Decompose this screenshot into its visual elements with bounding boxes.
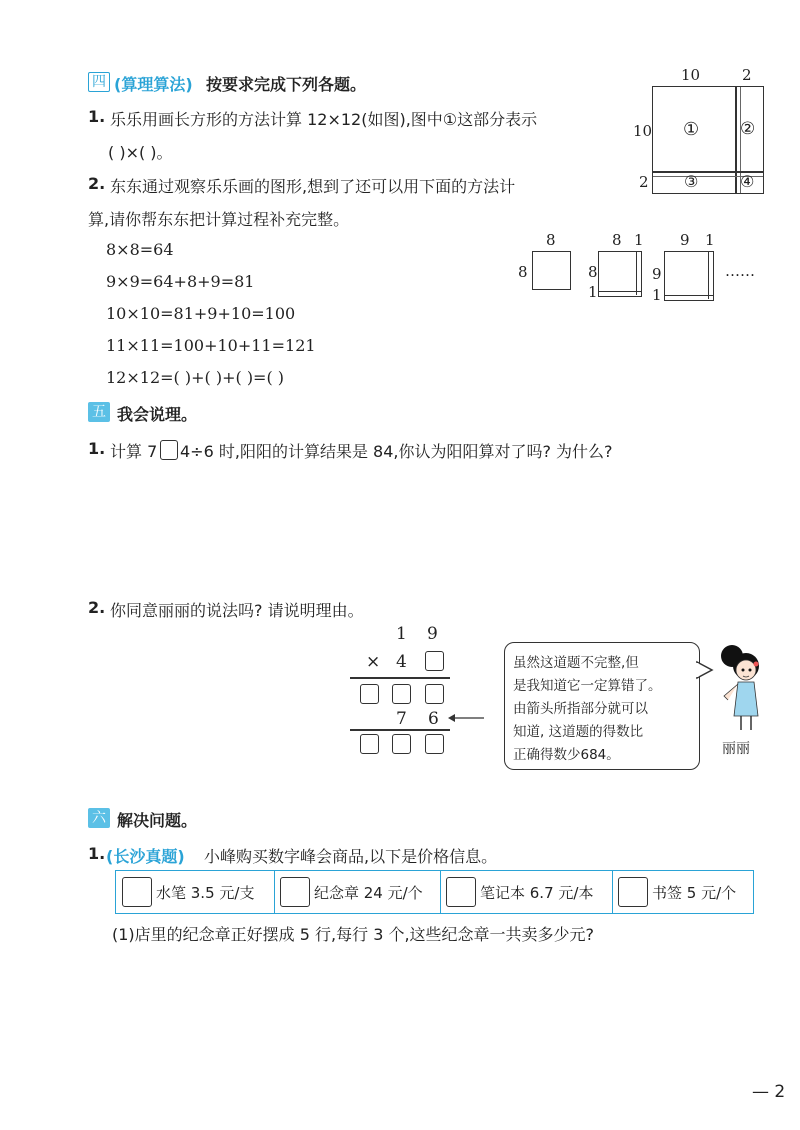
vm-blank-row2-c[interactable] [425, 734, 444, 754]
page-mark: — 2 [752, 1082, 786, 1102]
sq9-left-label-8: 8 [588, 263, 598, 281]
section-4-title: 按要求完成下列各题。 [206, 75, 367, 94]
bubble-line-4: 知道, 这道题的得数比 [513, 724, 644, 740]
calc-line-5: 12×12=( )+( )+( )=( ) [106, 368, 285, 387]
vm-digit-6: 6 [428, 709, 439, 729]
q5-2-number: 2. [88, 598, 106, 617]
price-label-3: 笔记本 6.7 元/本 [480, 884, 594, 902]
square-10 [664, 251, 714, 301]
vm-blank-row1-c[interactable] [425, 684, 444, 704]
q4-2-line1: 东东通过观察乐乐画的图形,想到了还可以用下面的方法计 [110, 177, 516, 196]
price-cell-1 [116, 871, 275, 913]
section-badge-4: 四 [88, 72, 110, 92]
q5-1-text: 4÷6 时,阳阳的计算结果是 84,你认为阳阳算对了吗? 为什么? [180, 442, 613, 461]
price-blank-2[interactable] [280, 877, 310, 907]
q6-1-sub1: (1)店里的纪念章正好摆成 5 行,每行 3 个,这些纪念章一共卖多少元? [112, 925, 595, 944]
sq10-top-label-1: 1 [705, 231, 715, 249]
bubble-line-1: 虽然这道题不完整,但 [513, 655, 639, 671]
q6-1-text: 小峰购买数字峰会商品,以下是价格信息。 [204, 847, 498, 866]
calc-line-1: 8×8=64 [106, 240, 174, 259]
sq9-left-label-1: 1 [588, 283, 598, 301]
price-blank-3[interactable] [446, 877, 476, 907]
sq9-top-label-1: 1 [634, 231, 644, 249]
bubble-line-2: 是我知道它一定算错了。 [513, 678, 662, 694]
q4-2-number: 2. [88, 174, 106, 193]
section-5-title: 我会说理。 [117, 405, 198, 424]
continuation-dots: …… [725, 262, 755, 280]
price-cell-3 [442, 871, 613, 913]
section-4-tag: (算理算法) [114, 75, 193, 94]
calc-line-4: 11×11=100+10+11=121 [106, 336, 316, 355]
fig1-cell-2: ② [740, 119, 756, 139]
sq10-top-label-9: 9 [680, 231, 690, 249]
sq10-left-label-1: 1 [652, 286, 662, 304]
vm-blank-row2-b[interactable] [392, 734, 411, 754]
q6-1-tag: (长沙真题) [106, 847, 185, 866]
q6-1-number: 1. [88, 844, 106, 863]
sq10-left-label-9: 9 [652, 265, 662, 283]
price-cell-2 [276, 871, 441, 913]
q4-2-line2: 算,请你帮东东把计算过程补充完整。 [88, 210, 350, 229]
vm-digit-7: 7 [396, 709, 407, 729]
arrow-icon [446, 711, 486, 725]
vm-blank-row1-b[interactable] [392, 684, 411, 704]
price-label-2: 纪念章 24 元/个 [314, 884, 423, 902]
fig1-top-right-label: 2 [742, 66, 752, 84]
price-table [115, 870, 754, 914]
sq8-top-label: 8 [546, 231, 556, 249]
fig1-cell-4: ④ [740, 172, 755, 191]
fig1-left-bottom-label: 2 [639, 173, 649, 191]
bubble-line-5: 正确得数少684。 [513, 747, 620, 763]
vm-digit-1: 1 [396, 624, 407, 644]
q4-1-number: 1. [88, 107, 106, 126]
q5-2-text: 你同意丽丽的说法吗? 请说明理由。 [110, 601, 364, 620]
fig1-top-left-label: 10 [681, 66, 701, 84]
price-label-1: 水笔 3.5 元/支 [156, 884, 255, 902]
girl-name-label: 丽丽 [722, 741, 750, 757]
vm-blank-row1-a[interactable] [360, 684, 379, 704]
price-blank-4[interactable] [618, 877, 648, 907]
q4-1-line2: ( )×( )。 [108, 143, 173, 162]
fig1-left-top-label: 10 [633, 122, 653, 140]
price-label-4: 书签 5 元/个 [652, 884, 737, 902]
sq9-top-label-8: 8 [612, 231, 622, 249]
section-6-title: 解决问题。 [117, 811, 198, 830]
section-badge-6: 六 [88, 808, 110, 828]
fig1-cell-3: ③ [684, 172, 699, 191]
speech-bubble [504, 642, 700, 770]
price-blank-1[interactable] [122, 877, 152, 907]
square-8 [532, 251, 571, 290]
q5-1-blank-box[interactable] [160, 440, 178, 460]
vm-blank-multiplier[interactable] [425, 651, 444, 671]
vm-digit-4: 4 [396, 652, 407, 672]
sq8-left-label: 8 [518, 263, 528, 281]
bubble-line-3: 由箭头所指部分就可以 [513, 701, 648, 717]
fig1-cell-1: ① [683, 119, 700, 140]
vm-times-sign: × [366, 652, 381, 672]
vm-blank-row2-a[interactable] [360, 734, 379, 754]
q5-1-number: 1. [88, 439, 106, 458]
q4-1-line1: 乐乐用画长方形的方法计算 12×12(如图),图中①这部分表示 [110, 110, 538, 129]
calc-line-3: 10×10=81+9+10=100 [106, 304, 296, 323]
girl-illustration [712, 640, 768, 738]
calc-line-2: 9×9=64+8+9=81 [106, 272, 255, 291]
q5-1-prefix: 计算 7 [110, 442, 158, 461]
vm-digit-9: 9 [427, 624, 438, 644]
price-cell-4 [614, 871, 753, 913]
section-badge-5: 五 [88, 402, 110, 422]
